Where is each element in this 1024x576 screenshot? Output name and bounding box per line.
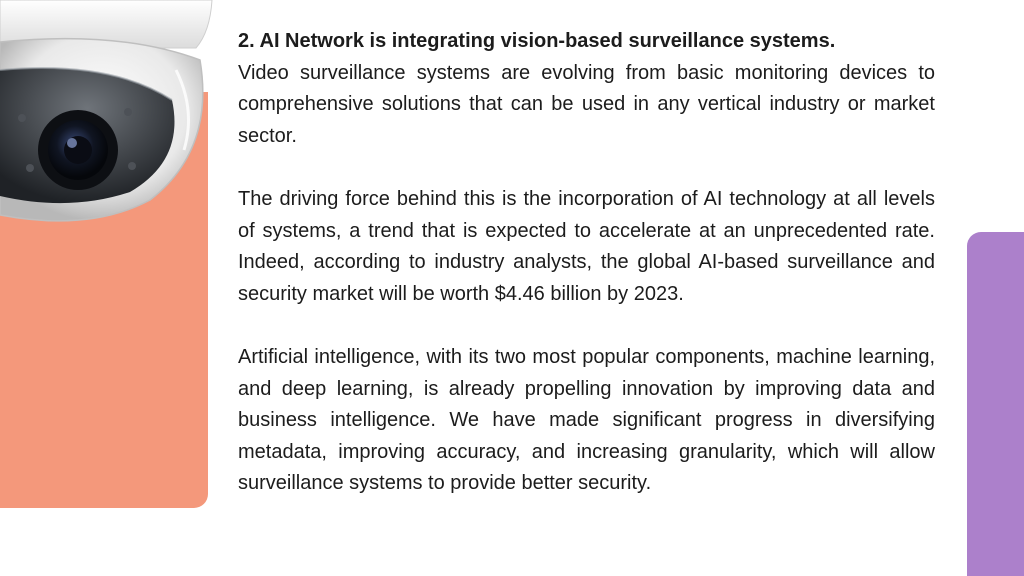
paragraph-driving-force: The driving force behind this is the incorporation of AI technology at all levels of systems, a trend that is expected to accelerate at an unprecedented rate. Indeed, according to industry analysts, the global AI-based surveillance and security market will be worth $4.46 billion by 2023. <box>238 187 935 305</box>
security-camera-icon <box>0 0 220 230</box>
article-heading: 2. AI Network is integrating vision-based surveillance systems. <box>238 30 836 52</box>
article-body <box>238 26 935 500</box>
paragraph-intro: Video surveillance systems are evolving from basic monitoring devices to comprehensive solutions that can be used in any vertical industry or market sector. <box>238 61 935 147</box>
purple-accent-panel <box>967 232 1024 576</box>
paragraph-ai-components: Artificial intelligence, with its two most popular components, machine learning, and deep learning, is already propelling innovation by improving data and business intelligence. We have made significant progress in diversifying metadata, improving accuracy, and increasing granularity, which will allow surveillance systems to provide better security. <box>238 345 935 495</box>
